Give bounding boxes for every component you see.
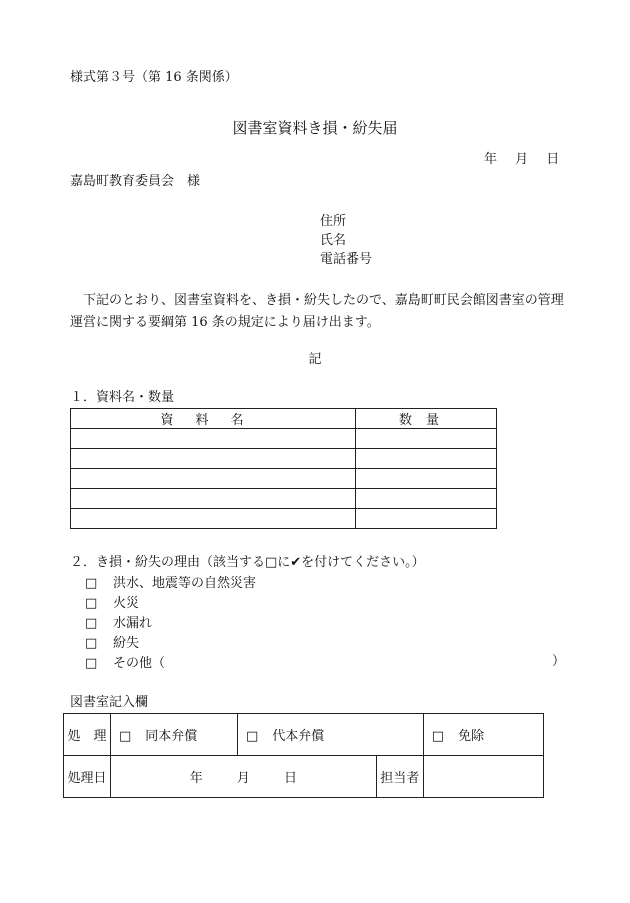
address-label: 住所 <box>320 214 347 229</box>
material-name-cell[interactable] <box>71 429 356 449</box>
quantity-cell[interactable] <box>356 429 497 449</box>
option-substitute-book[interactable]: □ 代本弁償 <box>238 714 424 756</box>
checkbox[interactable]: □ <box>85 616 98 631</box>
applicant-block <box>320 212 372 269</box>
section1-heading: １．資料名・数量 <box>70 390 175 405</box>
form-number: 様式第３号（第 16 条関係） <box>70 70 238 85</box>
reason-option-lost[interactable]: □ 紛失 <box>85 634 256 654</box>
quantity-cell[interactable] <box>356 469 497 489</box>
other-close-paren: ） <box>552 654 566 669</box>
col-quantity: 数量 <box>356 409 497 429</box>
library-table <box>63 713 544 798</box>
reason-list <box>85 574 256 674</box>
body-text: 下記のとおり、図書室資料を、き損・紛失したので、嘉島町町民会館図書室の管理運営に関する要綱第 16 条の規定により届け出ます。 <box>70 293 564 330</box>
addressee: 嘉島町教育委員会 様 <box>70 174 201 189</box>
processing-label: 処 理 <box>64 714 111 756</box>
phone-label: 電話番号 <box>320 252 373 267</box>
checkbox[interactable]: □ <box>85 636 98 651</box>
checkbox[interactable]: □ <box>85 576 98 591</box>
processing-date-value[interactable]: 年 月 日 <box>111 756 377 798</box>
material-name-cell[interactable] <box>71 449 356 469</box>
table-row <box>71 509 497 529</box>
date-row <box>64 756 544 798</box>
material-name-cell[interactable] <box>71 509 356 529</box>
section2-heading: ２．き損・紛失の理由（該当する□に✔を付けてください。） <box>70 555 425 570</box>
option-same-book[interactable]: □ 同本弁償 <box>111 714 238 756</box>
date-line: 年 月 日 <box>484 152 560 167</box>
name-label: 氏名 <box>320 233 347 248</box>
checkbox[interactable]: □ <box>246 729 259 744</box>
library-section-label: 図書室記入欄 <box>70 695 149 710</box>
reason-option-water-leak[interactable]: □ 水漏れ <box>85 614 256 634</box>
material-name-cell[interactable] <box>71 489 356 509</box>
ki-heading: 記 <box>308 352 322 367</box>
document-title: 図書室資料き損・紛失届 <box>232 119 398 137</box>
checkbox[interactable]: □ <box>431 729 445 744</box>
items-table <box>70 408 497 529</box>
checkbox[interactable]: □ <box>85 596 98 611</box>
processing-row <box>64 714 544 756</box>
quantity-cell[interactable] <box>356 449 497 469</box>
reason-option-fire[interactable]: □ 火災 <box>85 594 256 614</box>
option-exemption[interactable]: □ 免除 <box>423 714 543 756</box>
col-material-name: 資料名 <box>71 409 356 429</box>
staff-label: 担当者 <box>376 756 423 798</box>
table-row <box>71 449 497 469</box>
staff-value[interactable] <box>423 756 543 798</box>
material-name-cell[interactable] <box>71 469 356 489</box>
checkbox[interactable]: □ <box>119 729 132 744</box>
quantity-cell[interactable] <box>356 509 497 529</box>
quantity-cell[interactable] <box>356 489 497 509</box>
table-row <box>71 429 497 449</box>
body-paragraph <box>70 290 570 334</box>
processing-date-label: 処理日 <box>64 756 111 798</box>
reason-option-disaster[interactable]: □ 洪水、地震等の自然災害 <box>85 574 256 594</box>
table-row <box>71 489 497 509</box>
table-row <box>71 469 497 489</box>
reason-option-other[interactable]: □ その他（ <box>85 654 256 674</box>
checkbox[interactable]: □ <box>85 656 98 671</box>
items-header-row <box>71 409 497 429</box>
